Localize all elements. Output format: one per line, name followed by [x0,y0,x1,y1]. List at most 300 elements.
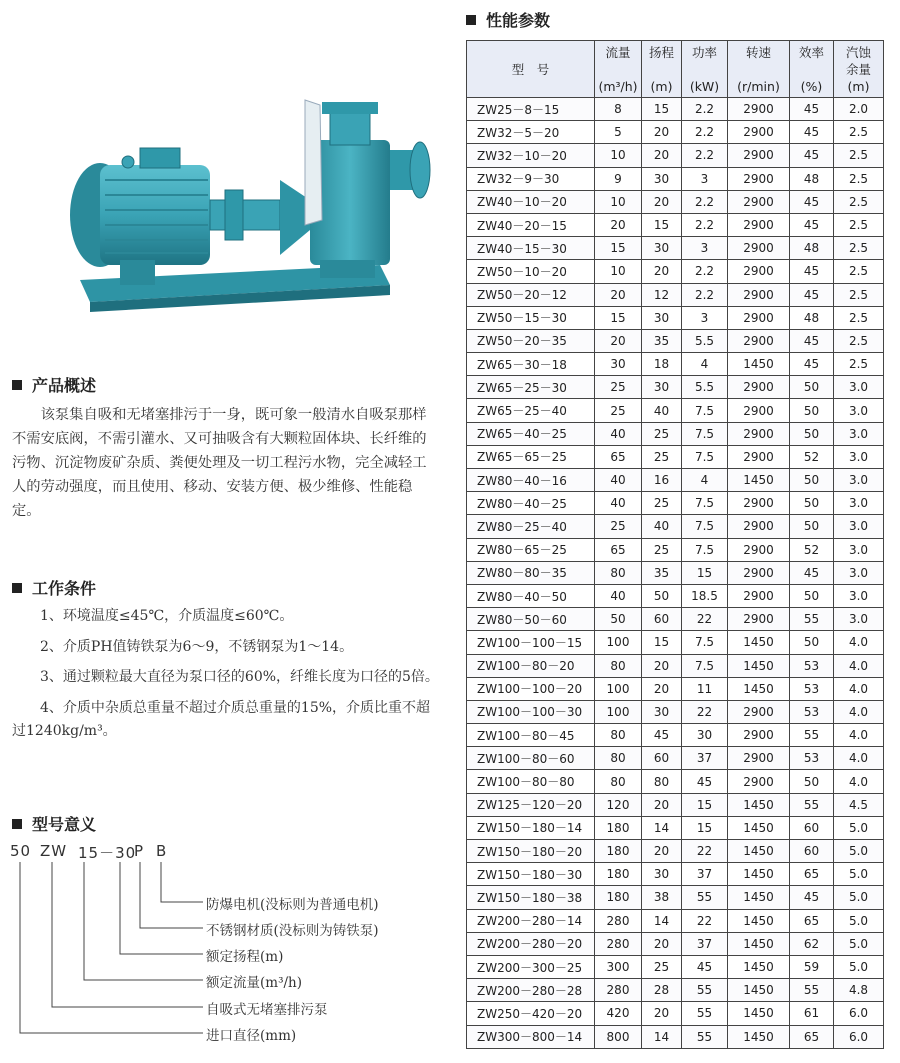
cell-speed: 2900 [728,190,790,213]
cell-power: 5.5 [682,329,728,352]
cell-model: ZW125－120－20 [467,793,595,816]
cell-speed: 2900 [728,213,790,236]
cell-speed: 1450 [728,816,790,839]
table-row [467,909,884,932]
cell-flow: 100 [595,677,642,700]
cell-efficiency: 50 [790,515,834,538]
cell-npsh: 4.0 [834,631,884,654]
meaning-explosion-proof: 防爆电机(没标则为普通电机) [206,897,379,913]
table-row [467,677,884,700]
cell-flow: 9 [595,167,642,190]
cell-npsh: 2.5 [834,353,884,376]
cell-flow: 10 [595,260,642,283]
table-row [467,955,884,978]
cell-speed: 1450 [728,886,790,909]
cell-power: 7.5 [682,399,728,422]
table-row [467,492,884,515]
cell-head: 40 [642,399,682,422]
col-header-head: 扬程 (m) [642,41,682,98]
cell-speed: 1450 [728,631,790,654]
cell-npsh: 4.5 [834,793,884,816]
cell-efficiency: 62 [790,932,834,955]
table-row [467,144,884,167]
overview-text: 该泵集自吸和无堵塞排污于一身，既可象一般清水自吸泵那样不需安底阀，不需引灌水、又可抽吸含有大颗粒固体块、长纤维的污物、沉淀物废矿杂质、粪便处理及一切工程污水物，完全减轻工人的劳动强度，而且使用、移动、安装方便、极少维修、性能稳定。 [12,407,427,519]
performance-table-body [467,98,884,1049]
cell-flow: 80 [595,724,642,747]
cell-model: ZW65－65－25 [467,445,595,468]
cell-flow: 30 [595,353,642,376]
cell-power: 18.5 [682,584,728,607]
cell-model: ZW25－8－15 [467,98,595,121]
cell-npsh: 3.0 [834,515,884,538]
cell-efficiency: 59 [790,955,834,978]
cell-head: 14 [642,1025,682,1048]
cell-flow: 10 [595,144,642,167]
cell-head: 30 [642,376,682,399]
cell-power: 22 [682,909,728,932]
condition-item: 4、介质中杂质总重量不超过介质总重量的15%，介质比重不超过1240kg/m³。 [12,699,431,739]
table-row [467,538,884,561]
cell-npsh: 3.0 [834,492,884,515]
cell-speed: 2900 [728,445,790,468]
cell-model: ZW32－10－20 [467,144,595,167]
cell-efficiency: 45 [790,144,834,167]
cell-model: ZW200－300－25 [467,955,595,978]
cell-npsh: 4.0 [834,677,884,700]
cell-efficiency: 65 [790,909,834,932]
cell-head: 20 [642,144,682,167]
cell-efficiency: 48 [790,237,834,260]
cell-npsh: 5.0 [834,816,884,839]
cell-efficiency: 45 [790,213,834,236]
cell-flow: 180 [595,840,642,863]
cell-npsh: 3.0 [834,445,884,468]
cell-model: ZW32－9－30 [467,167,595,190]
cell-npsh: 5.0 [834,909,884,932]
cell-power: 2.2 [682,190,728,213]
cell-npsh: 3.0 [834,538,884,561]
table-row [467,399,884,422]
table-row [467,376,884,399]
cell-model: ZW100－100－20 [467,677,595,700]
cell-model: ZW80－25－40 [467,515,595,538]
cell-power: 15 [682,561,728,584]
cell-npsh: 3.0 [834,399,884,422]
cell-efficiency: 48 [790,306,834,329]
cell-head: 14 [642,816,682,839]
cell-head: 50 [642,584,682,607]
cell-model: ZW150－180－30 [467,863,595,886]
cell-model: ZW50－15－30 [467,306,595,329]
condition-item: 2、介质PH值铸铁泵为6～9，不锈钢泵为1～14。 [40,638,354,655]
meaning-flow: 额定流量(m³/h) [206,975,302,991]
cell-efficiency: 53 [790,747,834,770]
table-row [467,793,884,816]
cell-efficiency: 53 [790,700,834,723]
cell-speed: 2900 [728,98,790,121]
cell-head: 25 [642,422,682,445]
table-row [467,353,884,376]
cell-model: ZW200－280－14 [467,909,595,932]
cell-npsh: 2.5 [834,329,884,352]
cell-npsh: 5.0 [834,840,884,863]
cell-speed: 2900 [728,376,790,399]
cell-flow: 80 [595,770,642,793]
cell-head: 20 [642,932,682,955]
cell-npsh: 3.0 [834,469,884,492]
cell-head: 30 [642,237,682,260]
cell-npsh: 2.5 [834,283,884,306]
cell-power: 7.5 [682,492,728,515]
cell-power: 3 [682,306,728,329]
table-row [467,608,884,631]
cell-head: 15 [642,631,682,654]
cell-speed: 1450 [728,979,790,1002]
cell-flow: 8 [595,98,642,121]
cell-efficiency: 50 [790,631,834,654]
cell-power: 45 [682,770,728,793]
cell-head: 20 [642,677,682,700]
cell-head: 30 [642,700,682,723]
cell-model: ZW100－80－45 [467,724,595,747]
cell-power: 45 [682,955,728,978]
cell-flow: 65 [595,445,642,468]
cell-npsh: 4.0 [834,747,884,770]
cell-model: ZW300－800－14 [467,1025,595,1048]
square-bullet-icon [12,380,22,390]
cell-speed: 1450 [728,654,790,677]
cell-efficiency: 45 [790,353,834,376]
table-row [467,724,884,747]
cell-speed: 2900 [728,422,790,445]
cell-model: ZW65－25－40 [467,399,595,422]
cell-head: 20 [642,1002,682,1025]
cell-efficiency: 52 [790,445,834,468]
cell-model: ZW40－20－15 [467,213,595,236]
cell-head: 20 [642,840,682,863]
cell-speed: 1450 [728,353,790,376]
col-header-model: 型 号 [467,41,595,98]
cell-head: 60 [642,608,682,631]
meaning-head: 额定扬程(m) [206,949,284,965]
cell-flow: 180 [595,863,642,886]
cell-speed: 2900 [728,700,790,723]
cell-efficiency: 55 [790,979,834,1002]
cell-npsh: 3.0 [834,584,884,607]
table-row [467,932,884,955]
cell-head: 80 [642,770,682,793]
cell-model: ZW50－20－12 [467,283,595,306]
cell-head: 35 [642,329,682,352]
cell-power: 55 [682,1002,728,1025]
cell-power: 2.2 [682,213,728,236]
cell-efficiency: 55 [790,724,834,747]
cell-power: 4 [682,469,728,492]
cell-efficiency: 52 [790,538,834,561]
cell-model: ZW150－180－14 [467,816,595,839]
cell-speed: 1450 [728,469,790,492]
cell-power: 2.2 [682,283,728,306]
table-row [467,515,884,538]
table-row [467,747,884,770]
cell-speed: 1450 [728,909,790,932]
cell-flow: 20 [595,213,642,236]
cell-speed: 2900 [728,492,790,515]
cell-head: 25 [642,492,682,515]
cell-flow: 420 [595,1002,642,1025]
cell-flow: 80 [595,654,642,677]
cell-efficiency: 50 [790,422,834,445]
conditions-heading: 工作条件 [12,576,96,599]
cell-efficiency: 61 [790,1002,834,1025]
cell-head: 25 [642,538,682,561]
cell-model: ZW100－100－30 [467,700,595,723]
cell-head: 20 [642,654,682,677]
cell-power: 15 [682,793,728,816]
cell-head: 14 [642,909,682,932]
table-row [467,979,884,1002]
col-header-power: 功率 (kW) [682,41,728,98]
cell-model: ZW200－280－20 [467,932,595,955]
cell-power: 7.5 [682,654,728,677]
conditions-list [12,605,440,751]
table-row [467,1002,884,1025]
cell-efficiency: 60 [790,840,834,863]
condition-item: 1、环境温度≤45℃，介质温度≤60℃。 [40,608,294,624]
col-header-flow: 流量 (m³/h) [595,41,642,98]
cell-power: 55 [682,979,728,1002]
cell-flow: 120 [595,793,642,816]
cell-flow: 25 [595,515,642,538]
cell-power: 5.5 [682,376,728,399]
cell-npsh: 4.0 [834,654,884,677]
cell-flow: 80 [595,747,642,770]
performance-heading: 性能参数 [466,8,550,31]
cell-speed: 2900 [728,770,790,793]
cell-npsh: 3.0 [834,608,884,631]
cell-model: ZW150－180－38 [467,886,595,909]
cell-head: 30 [642,306,682,329]
code-part-diameter: 50 [10,842,32,860]
cell-npsh: 2.5 [834,121,884,144]
cell-flow: 180 [595,886,642,909]
cell-speed: 2900 [728,608,790,631]
cell-head: 16 [642,469,682,492]
cell-model: ZW250－420－20 [467,1002,595,1025]
cell-efficiency: 53 [790,677,834,700]
square-bullet-icon [12,819,22,829]
cell-speed: 2900 [728,724,790,747]
cell-model: ZW100－80－80 [467,770,595,793]
cell-model: ZW65－40－25 [467,422,595,445]
cell-speed: 2900 [728,747,790,770]
cell-speed: 2900 [728,167,790,190]
cell-model: ZW32－5－20 [467,121,595,144]
table-row [467,584,884,607]
table-row [467,329,884,352]
cell-flow: 280 [595,932,642,955]
cell-efficiency: 50 [790,584,834,607]
cell-speed: 2900 [728,237,790,260]
cell-power: 3 [682,237,728,260]
cell-model: ZW40－10－20 [467,190,595,213]
cell-efficiency: 45 [790,190,834,213]
cell-npsh: 2.5 [834,306,884,329]
cell-model: ZW200－280－28 [467,979,595,1002]
cell-flow: 25 [595,399,642,422]
cell-efficiency: 60 [790,816,834,839]
cell-efficiency: 50 [790,399,834,422]
cell-power: 2.2 [682,260,728,283]
table-row [467,561,884,584]
cell-npsh: 4.0 [834,724,884,747]
cell-power: 7.5 [682,515,728,538]
table-row [467,654,884,677]
cell-head: 40 [642,515,682,538]
cell-npsh: 2.5 [834,144,884,167]
cell-npsh: 6.0 [834,1025,884,1048]
cell-flow: 5 [595,121,642,144]
table-header-row [467,41,884,98]
table-row [467,700,884,723]
cell-head: 30 [642,863,682,886]
cell-speed: 2900 [728,515,790,538]
table-row [467,445,884,468]
cell-flow: 65 [595,538,642,561]
col-header-speed: 转速 (r/min) [728,41,790,98]
cell-flow: 280 [595,979,642,1002]
cell-speed: 1450 [728,793,790,816]
table-row [467,190,884,213]
cell-head: 15 [642,98,682,121]
cell-speed: 2900 [728,144,790,167]
cell-npsh: 2.5 [834,190,884,213]
cell-flow: 20 [595,283,642,306]
cell-head: 20 [642,190,682,213]
cell-head: 20 [642,260,682,283]
table-row [467,306,884,329]
cell-head: 12 [642,283,682,306]
cell-speed: 2900 [728,306,790,329]
cell-model: ZW65－30－18 [467,353,595,376]
cell-npsh: 3.0 [834,422,884,445]
cell-efficiency: 65 [790,1025,834,1048]
table-row [467,422,884,445]
cell-head: 20 [642,121,682,144]
cell-power: 7.5 [682,631,728,654]
cell-npsh: 4.0 [834,770,884,793]
cell-head: 35 [642,561,682,584]
cell-model: ZW100－80－20 [467,654,595,677]
table-row [467,1025,884,1048]
cell-efficiency: 45 [790,886,834,909]
cell-flow: 15 [595,237,642,260]
pump-illustration [60,80,450,320]
cell-flow: 300 [595,955,642,978]
meaning-pump-type: 自吸式无堵塞排污泵 [206,1002,328,1018]
cell-speed: 1450 [728,1025,790,1048]
cell-head: 45 [642,724,682,747]
table-row [467,886,884,909]
cell-npsh: 2.0 [834,98,884,121]
cell-head: 18 [642,353,682,376]
table-row [467,770,884,793]
table-row [467,213,884,236]
table-row [467,816,884,839]
cell-npsh: 2.5 [834,260,884,283]
cell-efficiency: 45 [790,260,834,283]
cell-power: 55 [682,1025,728,1048]
table-row [467,469,884,492]
cell-flow: 100 [595,700,642,723]
cell-npsh: 5.0 [834,932,884,955]
cell-power: 37 [682,932,728,955]
cell-speed: 2900 [728,121,790,144]
cell-power: 3 [682,167,728,190]
table-row [467,631,884,654]
cell-model: ZW100－80－60 [467,747,595,770]
cell-efficiency: 55 [790,608,834,631]
cell-head: 30 [642,167,682,190]
cell-efficiency: 48 [790,167,834,190]
cell-power: 7.5 [682,538,728,561]
cell-model: ZW50－10－20 [467,260,595,283]
cell-efficiency: 65 [790,863,834,886]
cell-model: ZW150－180－20 [467,840,595,863]
cell-flow: 40 [595,584,642,607]
cell-speed: 2900 [728,329,790,352]
cell-npsh: 4.0 [834,700,884,723]
cell-efficiency: 53 [790,654,834,677]
cell-flow: 15 [595,306,642,329]
cell-flow: 10 [595,190,642,213]
cell-flow: 180 [595,816,642,839]
meaning-stainless: 不锈钢材质(没标则为铸铁泵) [206,923,379,939]
cell-efficiency: 50 [790,469,834,492]
cell-npsh: 3.0 [834,376,884,399]
table-row [467,167,884,190]
cell-head: 15 [642,213,682,236]
cell-power: 11 [682,677,728,700]
cell-speed: 2900 [728,283,790,306]
cell-power: 37 [682,863,728,886]
cell-head: 28 [642,979,682,1002]
cell-power: 22 [682,700,728,723]
cell-power: 2.2 [682,121,728,144]
cell-model: ZW100－100－15 [467,631,595,654]
cell-npsh: 2.5 [834,213,884,236]
cell-model: ZW80－65－25 [467,538,595,561]
cell-flow: 20 [595,329,642,352]
cell-power: 4 [682,353,728,376]
cell-speed: 2900 [728,399,790,422]
cell-speed: 1450 [728,955,790,978]
cell-model: ZW50－20－35 [467,329,595,352]
cell-power: 7.5 [682,422,728,445]
cell-npsh: 2.5 [834,167,884,190]
cell-model: ZW80－50－60 [467,608,595,631]
overview-heading: 产品概述 [12,373,96,396]
cell-flow: 50 [595,608,642,631]
cell-power: 30 [682,724,728,747]
cell-npsh: 6.0 [834,1002,884,1025]
cell-npsh: 4.8 [834,979,884,1002]
table-row [467,260,884,283]
cell-speed: 2900 [728,260,790,283]
cell-speed: 1450 [728,1002,790,1025]
cell-head: 25 [642,955,682,978]
code-part-motor: B [156,842,168,860]
